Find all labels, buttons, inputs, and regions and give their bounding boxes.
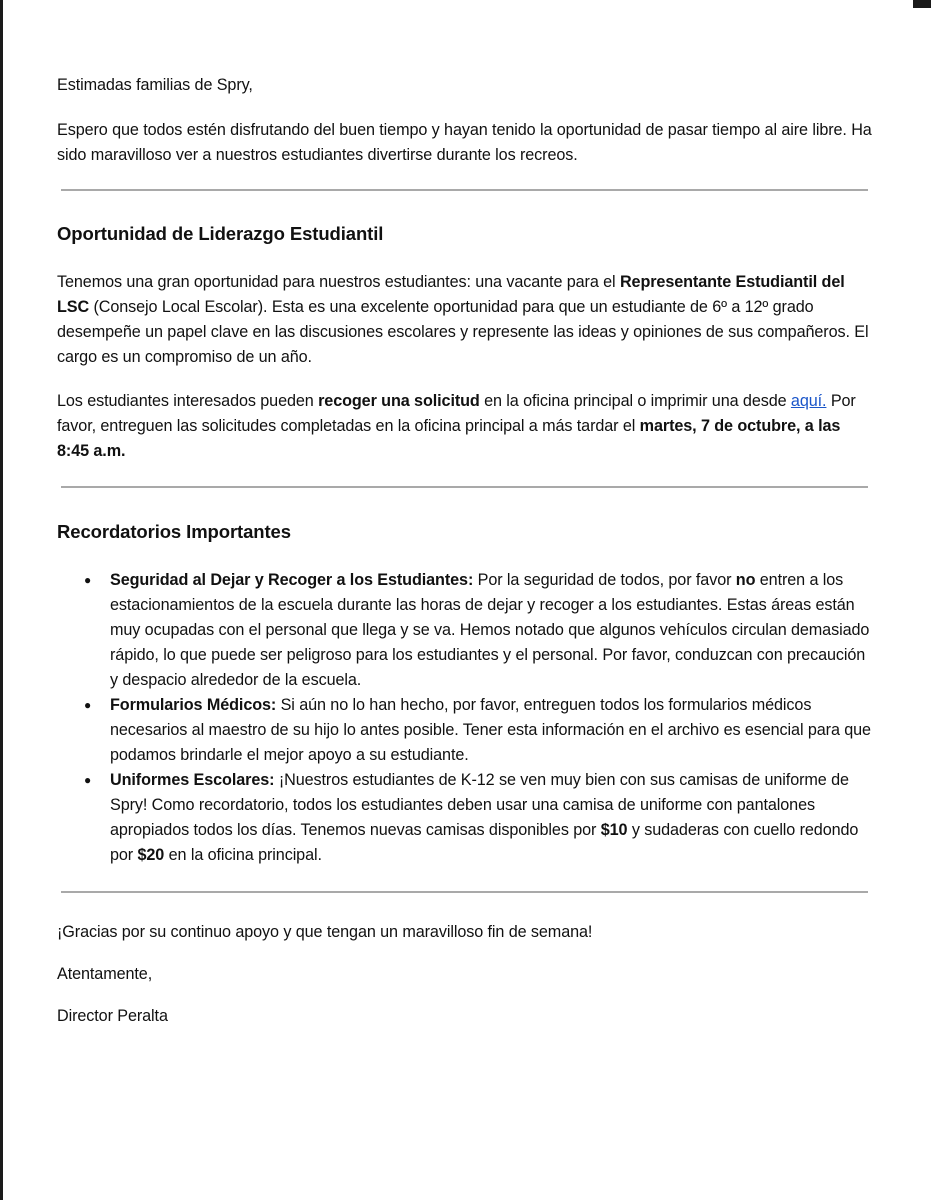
divider — [61, 189, 868, 191]
closing-line: ¡Gracias por su continuo apoyo y que tengan un maravilloso fin de semana! — [57, 923, 593, 941]
bullet-icon: ● — [84, 773, 92, 787]
leadership-paragraph-2 — [57, 389, 872, 464]
page-corner-top-right — [913, 0, 931, 8]
signoff: Atentamente, — [57, 965, 153, 983]
leadership-heading: Oportunidad de Liderazgo Estudiantil — [57, 223, 384, 244]
text: en la oficina principal o imprimir una desde — [479, 392, 791, 410]
list-item — [84, 768, 872, 868]
text: Tenemos una gran oportunidad para nuestros estudiantes: una vacante para el — [57, 273, 620, 291]
leadership-section — [57, 221, 872, 464]
list-item-label: Uniformes Escolares: — [110, 771, 275, 789]
text: Si aún no lo han hecho, por favor, entreguen todos los formularios médicos necesarios al maestro de su hijo lo antes posible. Tener esta información en el archivo es esencial para que podamos brindarle el mejor apoyo a su estudiante. — [110, 696, 871, 764]
text: Por favor, entreguen las solicitudes completadas en la oficina principal a más tardar el — [57, 392, 856, 435]
text: Los estudiantes interesados pueden — [57, 392, 319, 410]
divider — [61, 891, 868, 893]
price-sweatshirt: $20 — [137, 846, 165, 864]
bullet-icon: ● — [84, 698, 92, 712]
letter-page — [57, 73, 872, 1029]
leadership-paragraph-1 — [57, 270, 872, 370]
reminders-section — [57, 519, 872, 868]
text: Por la seguridad de todos, por favor — [473, 571, 736, 589]
reminders-heading: Recordatorios Importantes — [57, 521, 291, 542]
list-item-label: Seguridad al Dejar y Recoger a los Estudiantes: — [110, 571, 474, 589]
list-item — [84, 693, 872, 768]
deadline-bold: martes, 7 de octubre, a las 8:45 a.m. — [57, 417, 841, 460]
page-edge-left — [0, 0, 3, 1200]
intro-paragraph: Espero que todos estén disfrutando del buen tiempo y hayan tenido la oportunidad de pasar tiempo al aire libre. Ha sido maravilloso ver a nuestros estudiantes divertirse durante los recreos. — [57, 121, 872, 164]
bullet-icon: ● — [84, 573, 92, 587]
lsc-representative-bold: Representante Estudiantil del LSC — [57, 273, 845, 316]
greeting: Estimadas familias de Spry, — [57, 76, 253, 94]
signature: Director Peralta — [57, 1007, 168, 1025]
text: en la oficina principal. — [164, 846, 322, 864]
price-shirt: $10 — [600, 821, 628, 839]
list-item-label: Formularios Médicos: — [110, 696, 277, 714]
pickup-application-bold: recoger una solicitud — [318, 392, 480, 410]
no-bold: no — [735, 571, 756, 589]
text: y sudaderas con cuello redondo por — [110, 821, 859, 864]
application-link[interactable]: aquí. — [790, 392, 827, 410]
reminders-list — [57, 568, 872, 868]
list-item — [84, 568, 872, 693]
text: ¡Nuestros estudiantes de K-12 se ven muy bien con sus camisas de uniforme de Spry! Como recordatorio, todos los estudiantes deben usar una camisa de uniforme con pantalones apropiados todos los días. Tenemos nuevas camisas disponibles por — [110, 771, 849, 839]
divider — [61, 486, 868, 488]
text: (Consejo Local Escolar). Esta es una excelente oportunidad para que un estudiante de 6º a 12º grado desempeñe un papel clave en las discusiones escolares y represente las ideas y opiniones de sus compañeros. El cargo es un compromiso de un año. — [57, 298, 869, 366]
text: entren a los estacionamientos de la escuela durante las horas de dejar y recoger a los estudiantes. Estas áreas están muy ocupadas con el personal que llega y se va. Hemos notado que algunos vehículos circulan demasiado rápido, lo que puede ser peligroso para los estudiantes y el personal. Por favor, conduzcan con precaución y despacio alrededor de la escuela. — [110, 571, 870, 689]
